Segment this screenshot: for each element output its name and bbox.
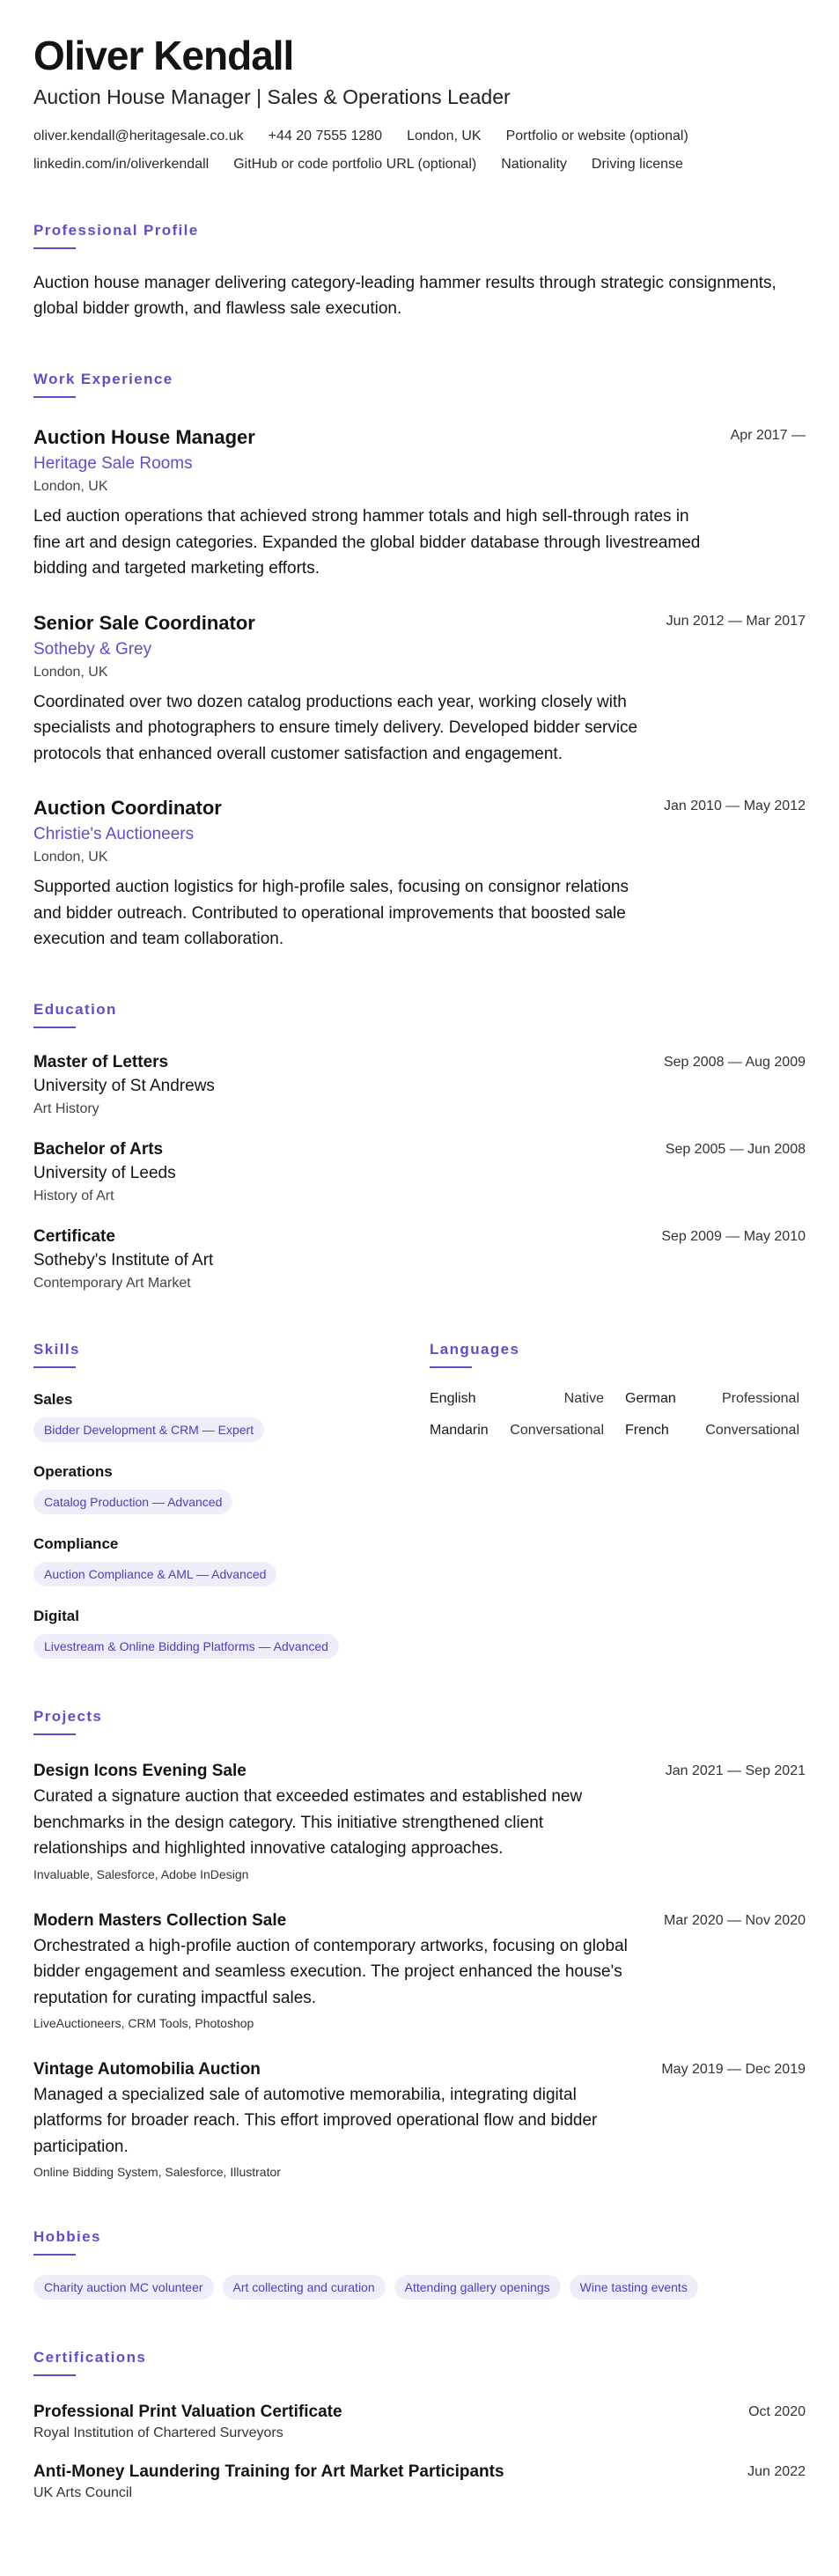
contact-nationality: Nationality (501, 156, 567, 172)
school-name: Sotheby's Institute of Art (33, 1251, 214, 1270)
project-title: Vintage Automobilia Auction (33, 2060, 261, 2079)
project-description: Managed a specialized sale of automotive memorabilia, integrating digital platforms for broader reach. This effort improved operational flow and bidder participation. (33, 2086, 598, 2156)
languages-grid (430, 1391, 799, 1439)
certification-issuer: Royal Institution of Chartered Surveyors (33, 2425, 283, 2441)
contact-email[interactable]: oliver.kendall@heritagesale.co.uk (33, 128, 244, 144)
project-entry (33, 1762, 806, 1880)
language-item (430, 1391, 604, 1407)
contact-driving-license: Driving license (591, 156, 683, 172)
certification-issuer: UK Arts Council (33, 2485, 133, 2501)
project-description: Curated a signature auction that exceeded estimates and established new benchmarks in the design category. This initiative strengthened client relationships and highlighted innovative cataloging approaches. (33, 1787, 583, 1858)
section-divider (33, 1366, 76, 1368)
education-dates: Sep 2008 — Aug 2009 (663, 1055, 806, 1071)
language-name: French (625, 1423, 669, 1439)
skills-column (33, 1341, 430, 1659)
section-title: Work Experience (33, 371, 173, 388)
certification-entry (33, 2403, 806, 2441)
skill-pill: Auction Compliance & AML — Advanced (33, 1562, 276, 1586)
certification-entry (33, 2462, 806, 2501)
project-title: Modern Masters Collection Sale (33, 1910, 287, 1930)
language-item (625, 1423, 799, 1439)
profile-section (33, 222, 806, 322)
skill-category: Sales (33, 1391, 73, 1409)
job-dates: Jan 2010 — May 2012 (664, 799, 806, 814)
skill-category: Compliance (33, 1535, 119, 1553)
candidate-name: Oliver Kendall (33, 33, 294, 78)
project-tech: Online Bidding System, Salesforce, Illustrator (33, 2165, 281, 2180)
skill-category: Operations (33, 1463, 113, 1481)
education-section (33, 1001, 806, 1292)
language-item (625, 1391, 799, 1407)
degree: Bachelor of Arts (33, 1140, 164, 1159)
hobby-pill: Wine tasting events (570, 2275, 698, 2300)
job-location: London, UK (33, 664, 108, 680)
skill-pill: Catalog Production — Advanced (33, 1490, 232, 1514)
profile-summary: Auction house manager delivering category-leading hammer results through strategic consignments, global bidder growth, and flawless sale execution. (33, 273, 776, 319)
certification-name: Professional Print Valuation Certificate (33, 2403, 342, 2422)
contact-linkedin[interactable]: linkedin.com/in/oliverkendall (33, 156, 210, 172)
school-name: University of St Andrews (33, 1077, 215, 1096)
job-dates: Apr 2017 — (730, 428, 806, 444)
field-of-study: Art History (33, 1101, 99, 1117)
education-entry (33, 1227, 806, 1292)
contact-portfolio[interactable]: Portfolio or website (optional) (505, 128, 688, 144)
project-entry (33, 2060, 806, 2179)
section-divider (33, 2254, 76, 2256)
skill-group (33, 1608, 430, 1659)
section-title: Languages (430, 1341, 520, 1358)
job-description: Coordinated over two dozen catalog productions each year, working closely with specialists and photographers to ensure timely delivery. Developed bidder service protocols that enhanced overall customer satisfaction and engagement. (33, 692, 638, 763)
section-divider (33, 2374, 76, 2376)
experience-list (33, 426, 806, 952)
language-level: Conversational (510, 1423, 604, 1439)
education-dates: Sep 2005 — Jun 2008 (665, 1142, 806, 1158)
skill-category: Digital (33, 1608, 79, 1625)
school-name: University of Leeds (33, 1164, 176, 1183)
degree: Master of Letters (33, 1053, 169, 1072)
job-dates: Jun 2012 — Mar 2017 (666, 613, 806, 629)
skills-languages-section (33, 1341, 806, 1659)
skill-pill: Bidder Development & CRM — Expert (33, 1417, 264, 1442)
language-name: Mandarin (430, 1423, 489, 1439)
job-description: Led auction operations that achieved strong hammer totals and high sell-through rates in fine art and design categories. Expanded the global bidder database through livestreamed bidding and targeted marketing efforts. (33, 507, 701, 578)
contact-phone: +44 20 7555 1280 (268, 128, 383, 144)
project-dates: May 2019 — Dec 2019 (661, 2062, 806, 2078)
language-level: Native (563, 1391, 604, 1407)
languages-column (430, 1341, 799, 1659)
section-divider (33, 1733, 76, 1735)
section-divider (33, 396, 76, 398)
language-name: German (625, 1391, 676, 1407)
skill-group (33, 1535, 430, 1586)
field-of-study: Contemporary Art Market (33, 1276, 191, 1292)
project-tech: Invaluable, Salesforce, Adobe InDesign (33, 1866, 249, 1881)
project-tech: LiveAuctioneers, CRM Tools, Photoshop (33, 2016, 254, 2031)
language-level: Professional (721, 1391, 799, 1407)
contact-github[interactable]: GitHub or code portfolio URL (optional) (233, 156, 477, 172)
section-divider (430, 1366, 472, 1368)
experience-entry (33, 426, 806, 581)
skill-pill: Livestream & Online Bidding Platforms — Advanced (33, 1634, 339, 1659)
hobbies-section (33, 2228, 806, 2300)
company-name: Christie's Auctioneers (33, 825, 195, 844)
education-dates: Sep 2009 — May 2010 (661, 1229, 806, 1245)
company-name: Sotheby & Grey (33, 639, 152, 659)
section-title: Hobbies (33, 2228, 101, 2246)
projects-section (33, 1708, 806, 2179)
language-name: English (430, 1391, 476, 1407)
contact-list (33, 129, 806, 173)
job-title: Auction House Manager (33, 426, 255, 449)
language-level: Conversational (705, 1423, 799, 1439)
skill-group (33, 1391, 430, 1442)
certification-date: Jun 2022 (747, 2464, 806, 2480)
experience-entry (33, 797, 806, 952)
project-description: Orchestrated a high-profile auction of contemporary artworks, focusing on global bidder engagement and seamless execution. The project enhanced the house's reputation for curating impactful sales. (33, 1936, 628, 2007)
field-of-study: History of Art (33, 1189, 114, 1204)
section-divider (33, 247, 76, 249)
hobby-pill: Charity auction MC volunteer (33, 2275, 214, 2300)
job-title: Auction Coordinator (33, 797, 222, 820)
candidate-headline: Auction House Manager | Sales & Operations Leader (33, 85, 511, 108)
hobbies-list (33, 2275, 806, 2300)
job-title: Senior Sale Coordinator (33, 611, 255, 634)
section-title: Certifications (33, 2349, 147, 2366)
section-divider (33, 1027, 76, 1028)
experience-section (33, 371, 806, 952)
section-title: Professional Profile (33, 221, 199, 239)
project-title: Design Icons Evening Sale (33, 1762, 247, 1781)
certifications-section (33, 2349, 806, 2501)
section-title: Projects (33, 1708, 103, 1726)
hobby-pill: Attending gallery openings (394, 2275, 561, 2300)
skill-group (33, 1463, 430, 1514)
section-title: Education (33, 1001, 117, 1019)
language-item (430, 1423, 604, 1439)
company-name: Heritage Sale Rooms (33, 454, 193, 474)
education-entry (33, 1053, 806, 1117)
resume-header (33, 33, 806, 173)
certification-date: Oct 2020 (748, 2404, 806, 2420)
job-description: Supported auction logistics for high-profile sales, focusing on consignor relations and bidder outreach. Contributed to operational improvements that boosted sale execution and team collaboration. (33, 878, 629, 948)
project-dates: Mar 2020 — Nov 2020 (664, 1912, 806, 1928)
project-dates: Jan 2021 — Sep 2021 (665, 1763, 806, 1779)
education-entry (33, 1140, 806, 1204)
certification-name: Anti-Money Laundering Training for Art Market Participants (33, 2462, 504, 2482)
experience-entry (33, 612, 806, 767)
job-location: London, UK (33, 479, 108, 495)
project-entry (33, 1911, 806, 2030)
hobby-pill: Art collecting and curation (223, 2275, 386, 2300)
job-location: London, UK (33, 850, 108, 865)
degree: Certificate (33, 1227, 115, 1247)
section-title: Skills (33, 1341, 80, 1358)
contact-location: London, UK (407, 128, 482, 144)
